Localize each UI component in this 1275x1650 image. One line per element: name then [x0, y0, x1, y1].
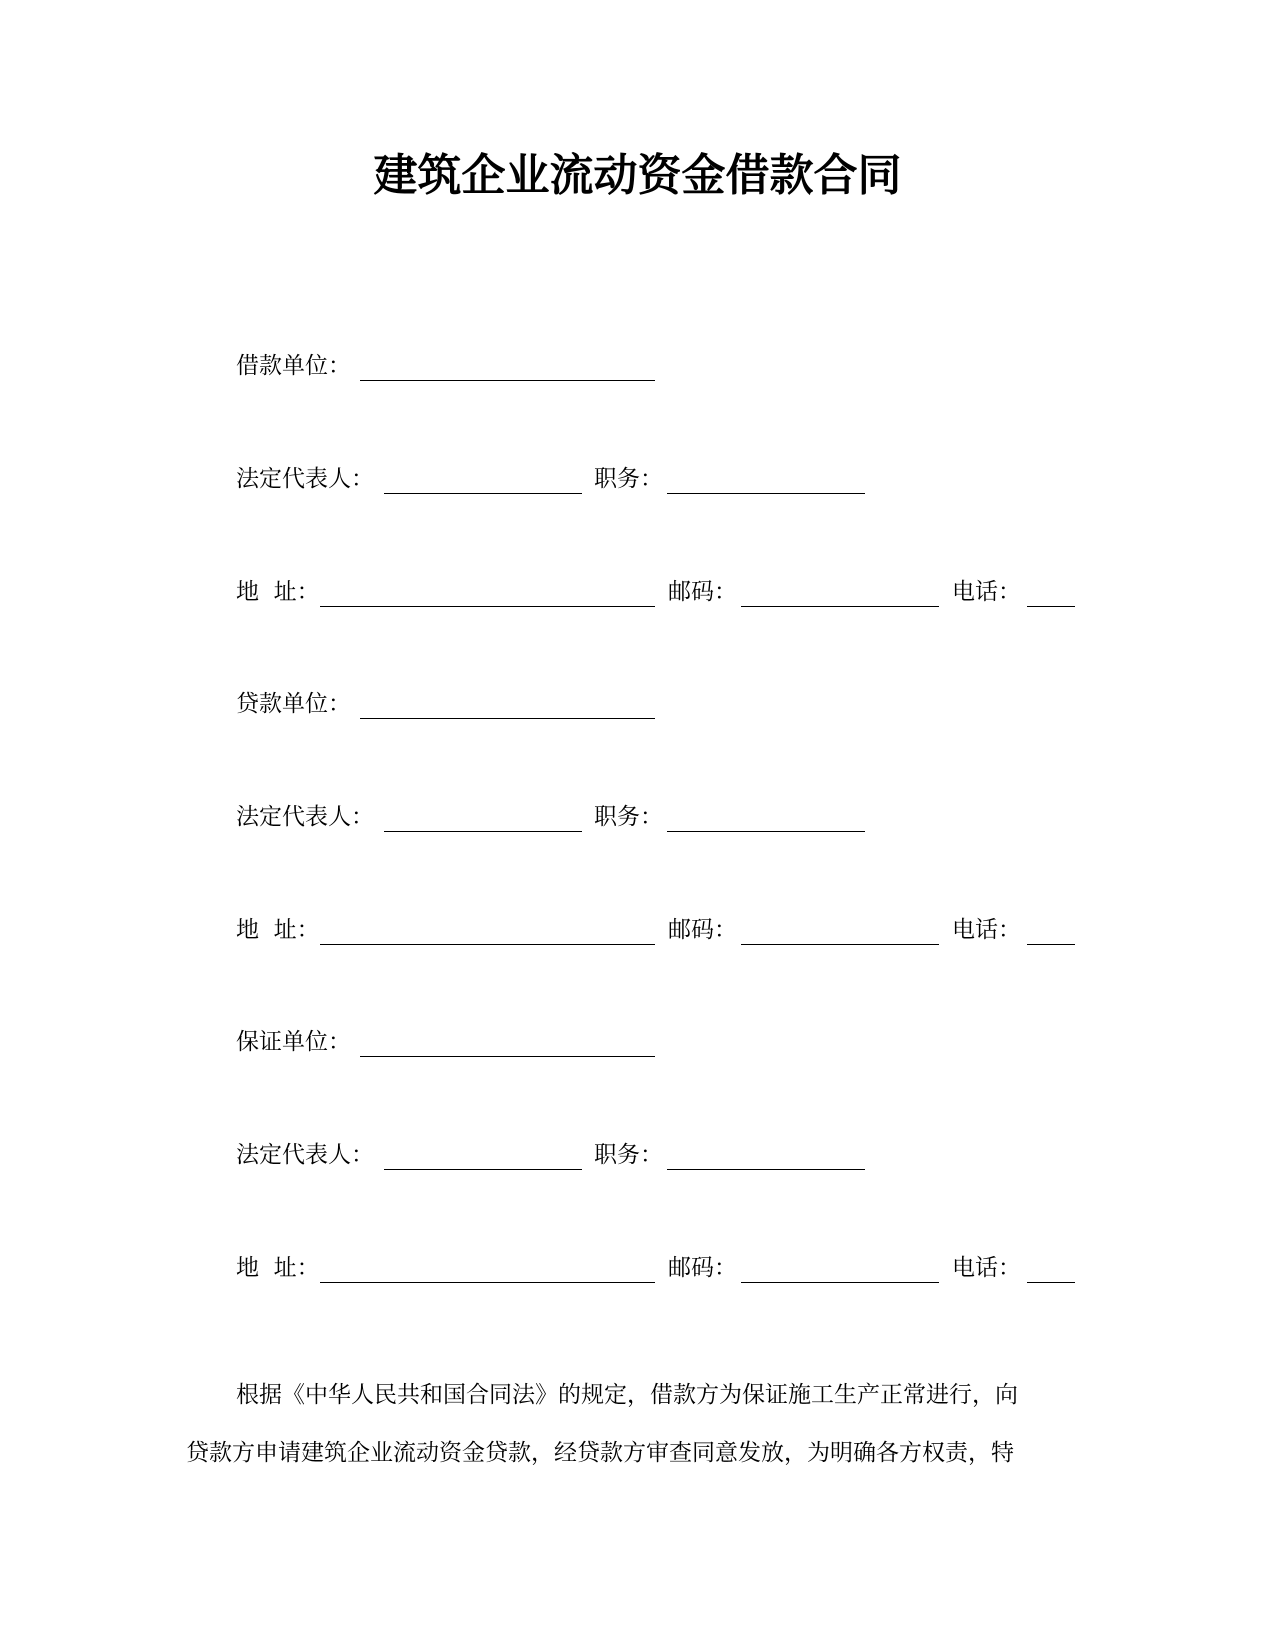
- guarantor-address-row: [0, 1252, 1275, 1292]
- lender-postcode-field[interactable]: [741, 944, 939, 945]
- body-paragraph-line-2: 贷款方申请建筑企业流动资金贷款，经贷款方审查同意发放，为明确各方权责，特: [186, 1440, 1014, 1466]
- lender-position-field[interactable]: [667, 831, 865, 832]
- lender-address-field[interactable]: [320, 944, 655, 945]
- guarantor-address-field[interactable]: [320, 1282, 655, 1283]
- guarantor-position-field[interactable]: [667, 1169, 865, 1170]
- borrower-address-label: 地 址：: [236, 579, 320, 605]
- guarantor-rep-label: 法定代表人：: [236, 1142, 374, 1168]
- guarantor-rep-field[interactable]: [384, 1169, 582, 1170]
- lender-address-row: [0, 914, 1275, 954]
- borrower-postcode-field[interactable]: [741, 606, 939, 607]
- borrower-phone-field[interactable]: [1027, 606, 1075, 607]
- borrower-rep-field[interactable]: [384, 493, 582, 494]
- lender-phone-field[interactable]: [1027, 944, 1075, 945]
- lender-unit-field[interactable]: [360, 718, 655, 719]
- borrower-unit-field[interactable]: [360, 380, 655, 381]
- borrower-position-label: 职务：: [594, 466, 663, 492]
- lender-rep-field[interactable]: [384, 831, 582, 832]
- guarantor-unit-row: [0, 1026, 1275, 1066]
- document-title: 建筑企业流动资金借款合同: [373, 150, 902, 201]
- guarantor-postcode-label: 邮码：: [668, 1255, 737, 1281]
- lender-unit-row: [0, 688, 1275, 728]
- guarantor-unit-label: 保证单位：: [236, 1029, 351, 1055]
- borrower-position-field[interactable]: [667, 493, 865, 494]
- lender-rep-label: 法定代表人：: [236, 804, 374, 830]
- guarantor-unit-field[interactable]: [360, 1056, 655, 1057]
- body-paragraph-line-1: 根据《中华人民共和国合同法》的规定，借款方为保证施工生产正常进行，向: [236, 1382, 1018, 1408]
- guarantor-phone-label: 电话：: [952, 1255, 1021, 1281]
- guarantor-postcode-field[interactable]: [741, 1282, 939, 1283]
- borrower-postcode-label: 邮码：: [668, 579, 737, 605]
- lender-postcode-label: 邮码：: [668, 917, 737, 943]
- lender-rep-row: [0, 801, 1275, 841]
- borrower-phone-label: 电话：: [952, 579, 1021, 605]
- borrower-rep-label: 法定代表人：: [236, 466, 374, 492]
- borrower-unit-label: 借款单位：: [236, 353, 351, 379]
- guarantor-address-label: 地 址：: [236, 1255, 320, 1281]
- guarantor-position-label: 职务：: [594, 1142, 663, 1168]
- lender-phone-label: 电话：: [952, 917, 1021, 943]
- lender-unit-label: 贷款单位：: [236, 691, 351, 717]
- borrower-unit-row: [0, 350, 1275, 390]
- guarantor-rep-row: [0, 1139, 1275, 1179]
- borrower-rep-row: [0, 463, 1275, 503]
- borrower-address-field[interactable]: [320, 606, 655, 607]
- lender-position-label: 职务：: [594, 804, 663, 830]
- guarantor-phone-field[interactable]: [1027, 1282, 1075, 1283]
- borrower-address-row: [0, 576, 1275, 616]
- lender-address-label: 地 址：: [236, 917, 320, 943]
